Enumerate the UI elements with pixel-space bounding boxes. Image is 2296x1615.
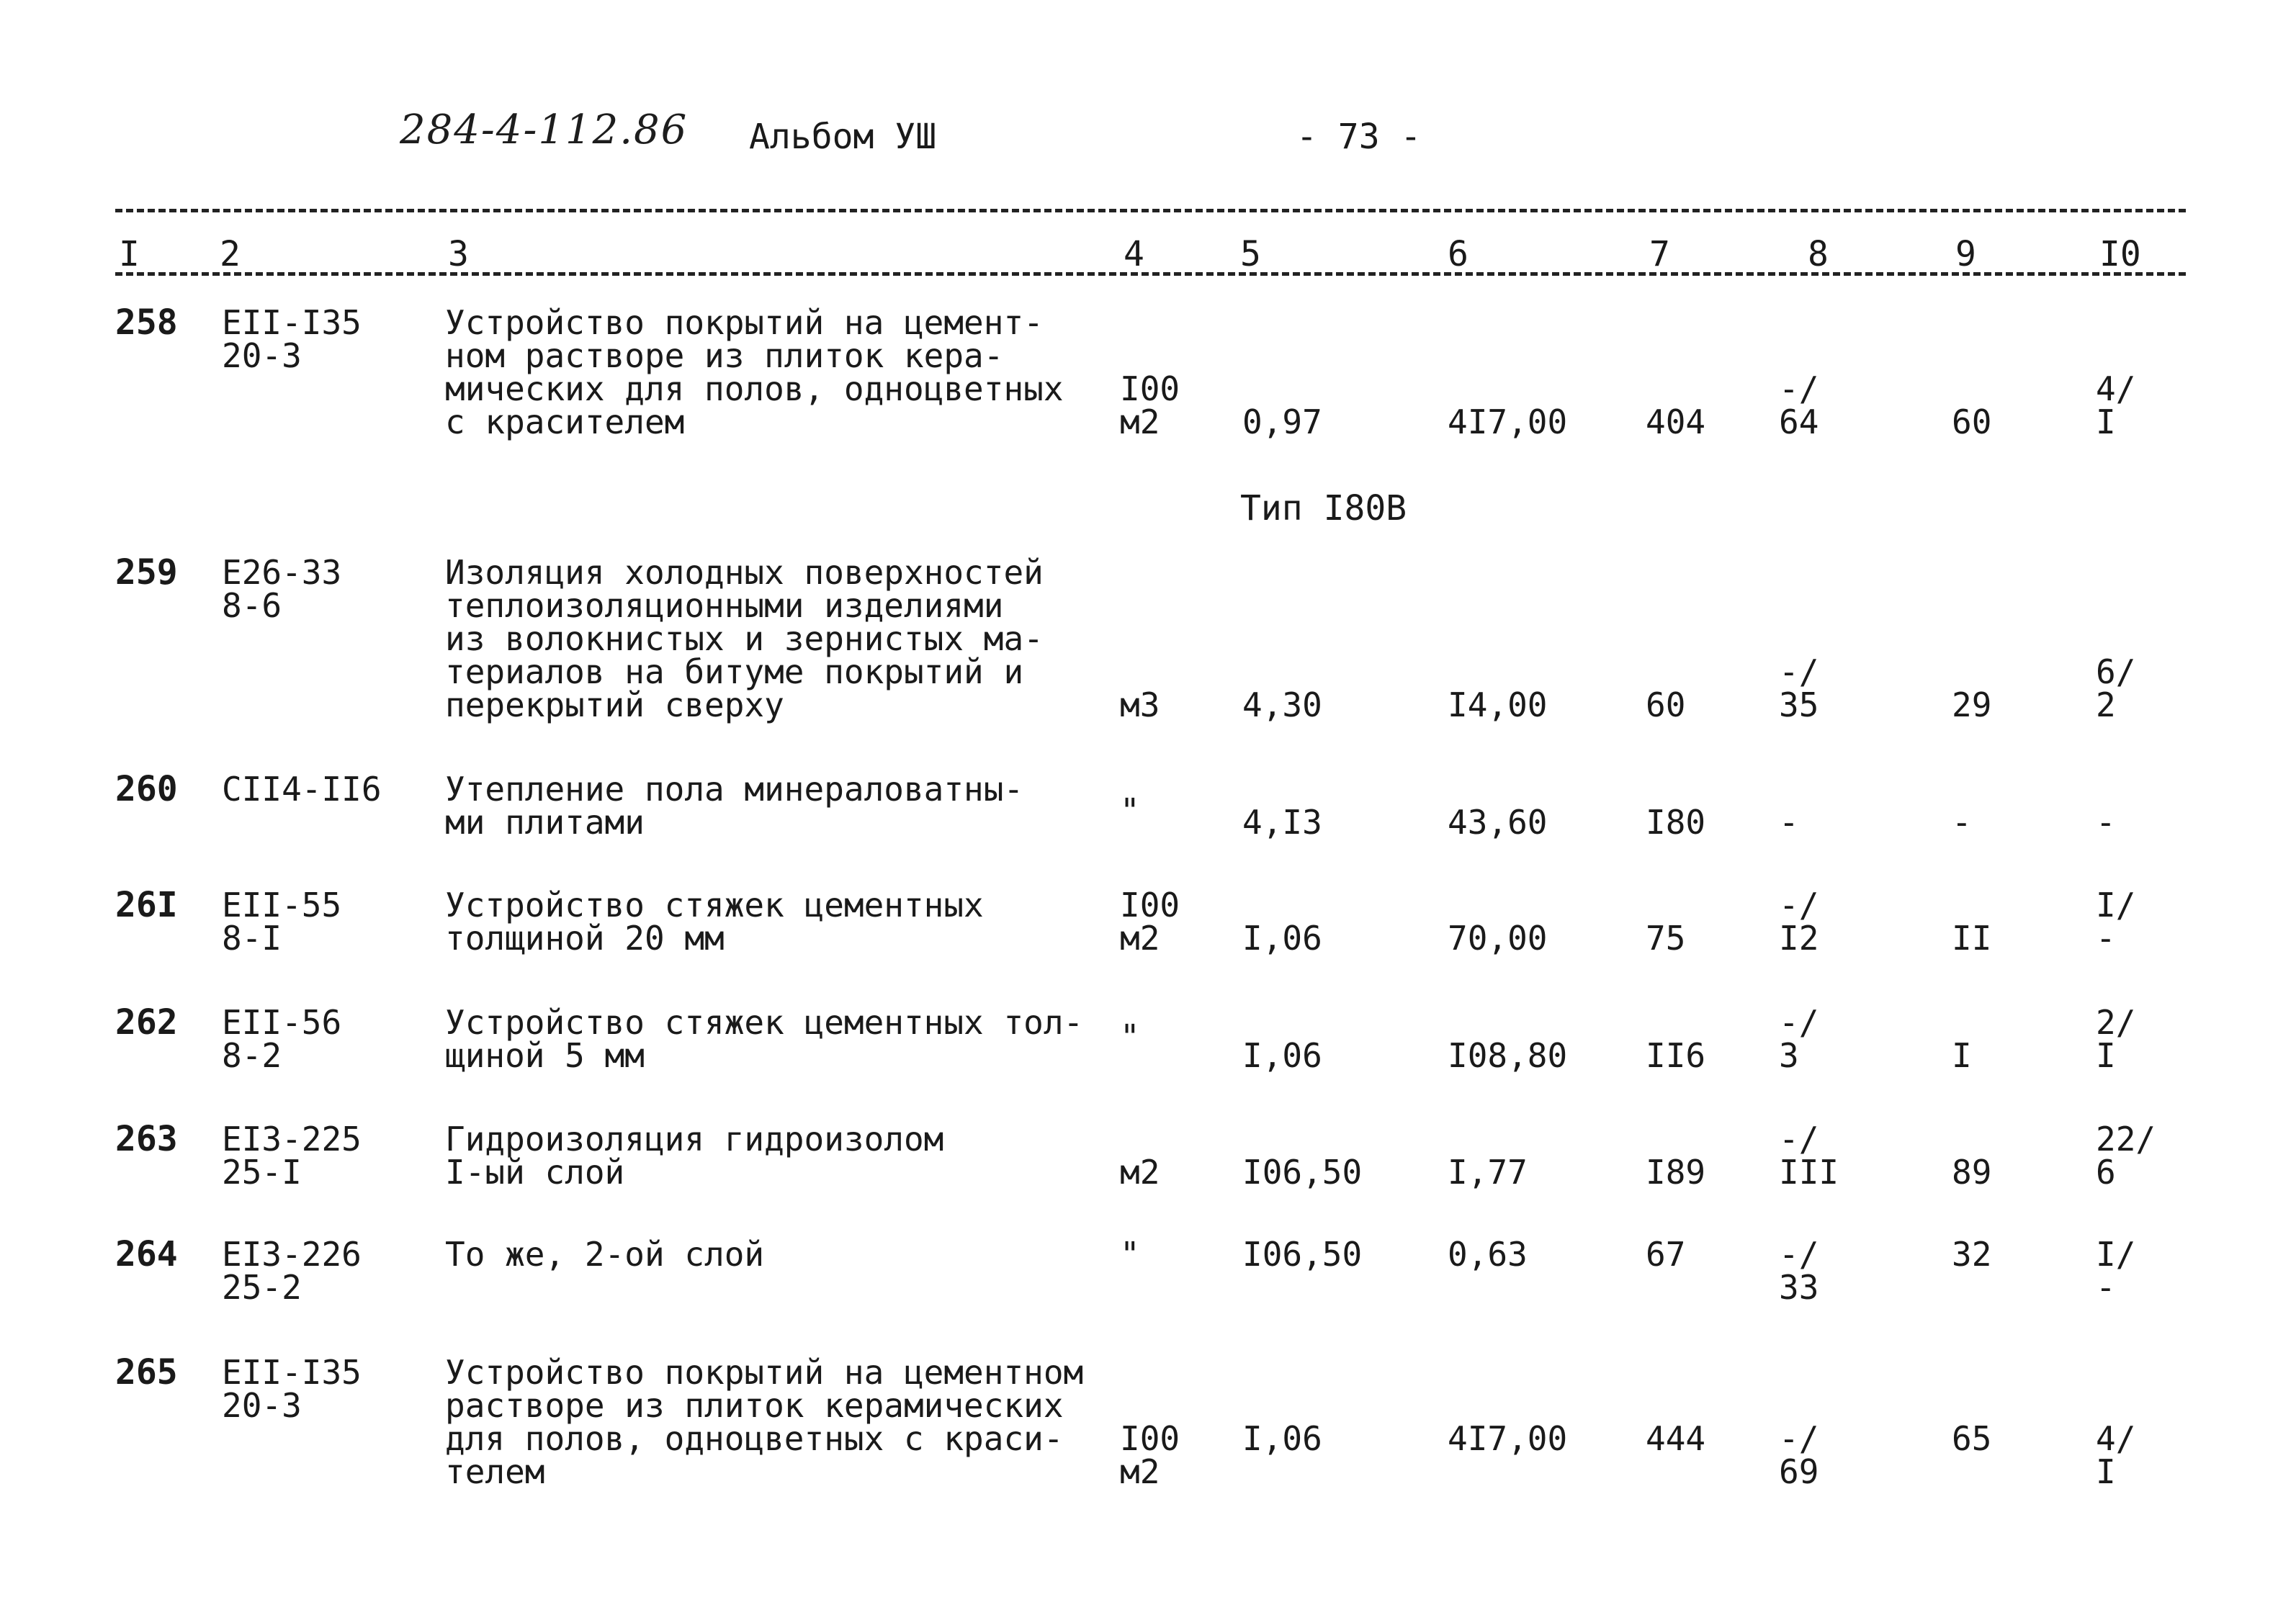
total-cost: 404 [1646,402,1706,441]
work-description: Устройство стяжек цементных тол- щиной 5 мм [445,1003,1084,1075]
page-number: - 73 - [1296,117,1422,157]
unit: " [1120,1017,1140,1056]
work-description: Гидроизоляция гидроизолом I-ый слой [445,1120,944,1192]
rate-code: ЕI3-226 25-2 [222,1235,362,1307]
column-number-7: 7 [1649,234,1670,274]
total-cost: I80 [1646,803,1706,842]
column-8-value: -/ 33 [1779,1235,1819,1307]
unit-price: I,77 [1448,1153,1528,1192]
quantity: 4,30 [1242,685,1322,724]
unit-price: 4I7,00 [1448,402,1568,441]
column-number-4: 4 [1124,234,1144,274]
work-description: Устройство покрытий на цементном растворе из плиток керамических для полов, одноцветных с краси- телем [445,1353,1084,1491]
column-9-value: I [1952,1036,1972,1075]
column-8-value: - [1779,803,1799,842]
column-8-value: -/ 35 [1779,652,1819,724]
row-number: 258 [115,302,178,343]
column-8-value: -/ 69 [1779,1419,1819,1491]
column-8-value: -/ III [1779,1120,1839,1192]
work-description: Утепление пола минераловатны- ми плитами [445,770,1024,842]
row-number: 265 [115,1352,178,1393]
column-9-value: 32 [1952,1235,1992,1274]
total-cost: 60 [1646,685,1686,724]
column-number-5: 5 [1240,234,1261,274]
section-label: Тип I80В [1240,488,1407,528]
handwritten-designation: 284-4-112.86 [400,107,689,153]
row-number: 264 [115,1234,178,1274]
column-10-value: 2/ I [2096,1003,2136,1075]
rate-code: ЕII-I35 20-3 [222,303,362,375]
quantity: I,06 [1242,919,1322,958]
column-9-value: 65 [1952,1419,1992,1458]
column-10-value: - [2096,803,2116,842]
column-10-value: I/ - [2096,886,2136,958]
unit-price: 70,00 [1448,919,1548,958]
column-number-9: 9 [1955,234,1976,274]
work-description: Устройство покрытий на цемент- ном растворе из плиток кера- мических для полов, одноцветных с красителем [445,303,1064,441]
column-number-2: 2 [220,234,241,274]
quantity: I06,50 [1242,1235,1363,1274]
row-number: 260 [115,769,178,809]
column-8-value: -/ 64 [1779,369,1819,441]
row-number: 259 [115,552,178,593]
quantity: 4,I3 [1242,803,1322,842]
column-number-3: 3 [448,234,469,274]
total-cost: 75 [1646,919,1686,958]
header-dashed-rule [115,272,2186,276]
unit-price: 4I7,00 [1448,1419,1568,1458]
total-cost: II6 [1646,1036,1706,1075]
rate-code: ЕII-56 8-2 [222,1003,342,1075]
unit-price: 0,63 [1448,1235,1528,1274]
column-number-1: I [119,234,140,274]
quantity: I,06 [1242,1036,1322,1075]
rate-code: ЕI3-225 25-I [222,1120,362,1192]
unit: " [1120,1235,1140,1274]
unit: I00 м2 [1120,369,1180,441]
column-10-value: 6/ 2 [2096,652,2136,724]
column-number-8: 8 [1808,234,1829,274]
column-number-6: 6 [1448,234,1468,274]
unit: м3 [1120,685,1160,724]
total-cost: 444 [1646,1419,1706,1458]
quantity: I06,50 [1242,1153,1363,1192]
quantity: I,06 [1242,1419,1322,1458]
unit-price: I4,00 [1448,685,1548,724]
column-9-value: 60 [1952,402,1992,441]
column-9-value: II [1952,919,1992,958]
column-8-value: -/ 3 [1779,1003,1819,1075]
unit: " [1120,791,1140,830]
column-8-value: -/ I2 [1779,886,1819,958]
unit: м2 [1120,1153,1160,1192]
column-10-value: 22/ 6 [2096,1120,2156,1192]
rate-code: Е26-33 8-6 [222,553,342,625]
column-10-value: I/ - [2096,1235,2136,1307]
row-number: 263 [115,1119,178,1159]
work-description: То же, 2-ой слой [445,1235,765,1274]
column-9-value: 89 [1952,1153,1992,1192]
row-number: 262 [115,1002,178,1043]
album-label: Альбом УШ [749,117,937,157]
rate-code: ЕII-I35 20-3 [222,1353,362,1425]
column-number-10: I0 [2099,234,2141,274]
row-number: 26I [115,885,178,925]
column-10-value: 4/ I [2096,369,2136,441]
column-9-value: - [1952,803,1972,842]
unit: I00 м2 [1120,886,1180,958]
quantity: 0,97 [1242,402,1322,441]
work-description: Устройство стяжек цементных толщиной 20 мм [445,886,984,958]
unit-price: I08,80 [1448,1036,1568,1075]
total-cost: 67 [1646,1235,1686,1274]
unit-price: 43,60 [1448,803,1548,842]
rate-code: СII4-II6 [222,770,382,809]
column-10-value: 4/ I [2096,1419,2136,1491]
total-cost: I89 [1646,1153,1706,1192]
column-9-value: 29 [1952,685,1992,724]
rate-code: ЕII-55 8-I [222,886,342,958]
work-description: Изоляция холодных поверхностей теплоизоляционными изделиями из волокнистых и зернистых ма- териалов на битуме покрытий и перекрытий сверху [445,553,1044,724]
unit: I00 м2 [1120,1419,1180,1491]
top-dashed-rule [115,209,2186,212]
